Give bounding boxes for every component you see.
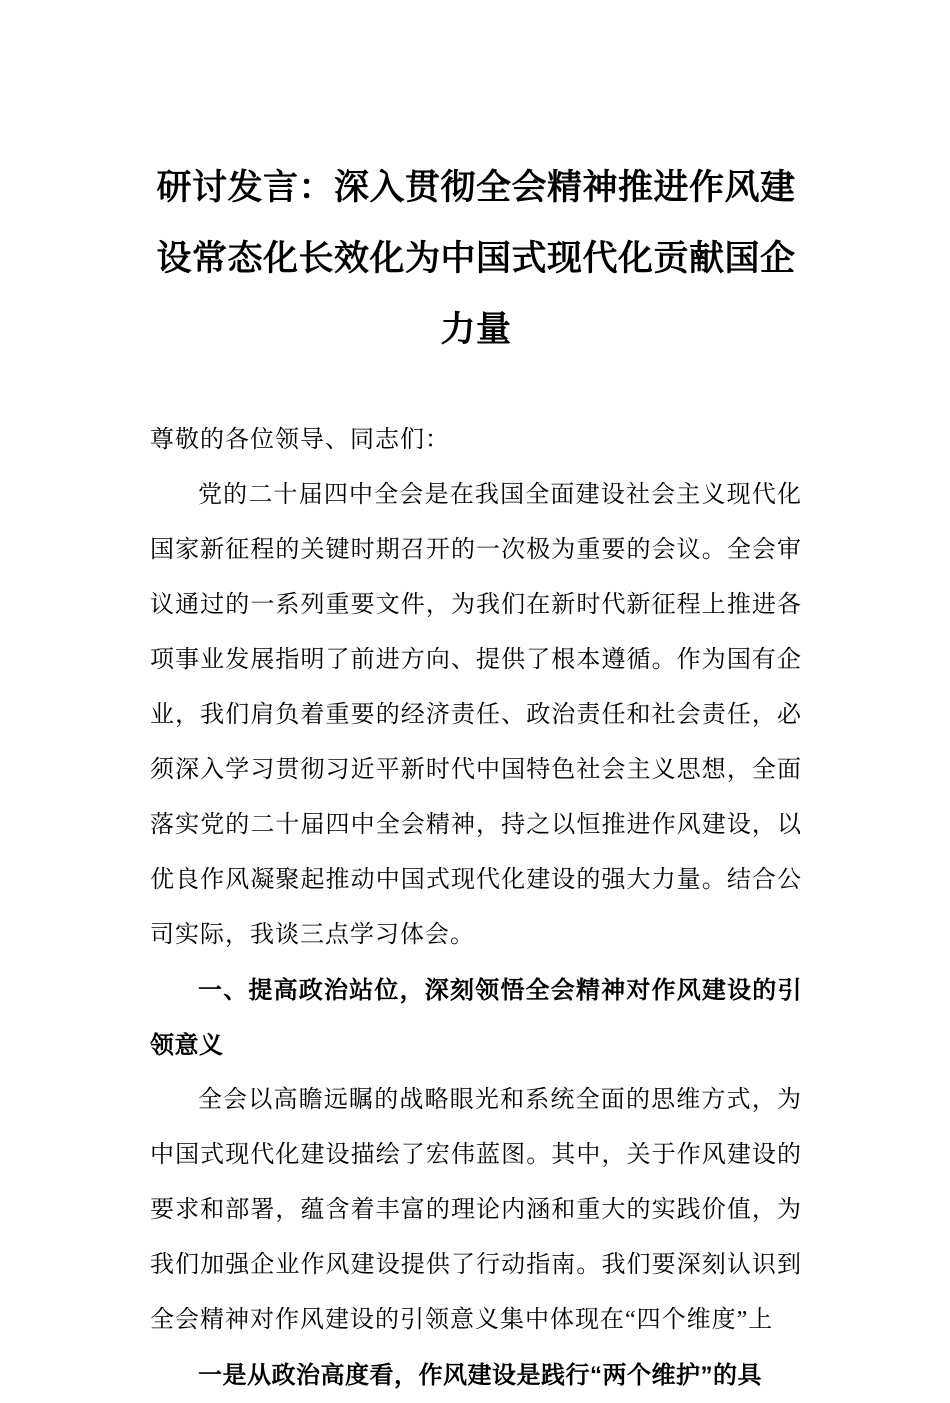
salutation: 尊敬的各位领导、同志们： (150, 427, 450, 453)
document-body (150, 413, 802, 1403)
section-heading-1: 一、提高政治站位，深刻领悟全会精神对作风建设的引领意义 (150, 977, 802, 1059)
document-title: 研讨发言：深入贯彻全会精神推进作风建设常态化长效化为中国式现代化贡献国企力量 (156, 168, 796, 349)
paragraph-section-1: 全会以高瞻远瞩的战略眼光和系统全面的思维方式，为中国式现代化建设描绘了宏伟蓝图。其中，关于作风建设的要求和部署，蕴含着丰富的理论内涵和重大的实践价值，为我们加强企业作风建设提供了行动指南。我们要深刻认识到全会精神对作风建设的引领意义集中体现在“四个维度”上 (150, 1087, 802, 1333)
paragraph-point-1: 一是从政治高度看，作风建设是践行“两个维护”的具 (198, 1362, 762, 1389)
paragraph-intro: 党的二十届四中全会是在我国全面建设社会主义现代化国家新征程的关键时期召开的一次极为重要的会议。全会审议通过的一系列重要文件，为我们在新时代新征程上推进各项事业发展指明了前进方向、提供了根本遵循。作为国有企业，我们肩负着重要的经济责任、政治责任和社会责任，必须深入学习贯彻习近平新时代中国特色社会主义思想，全面落实党的二十届四中全会精神，持之以恒推进作风建设，以优良作风凝聚起推动中国式现代化建设的强大力量。结合公司实际，我谈三点学习体会。 (150, 482, 802, 948)
